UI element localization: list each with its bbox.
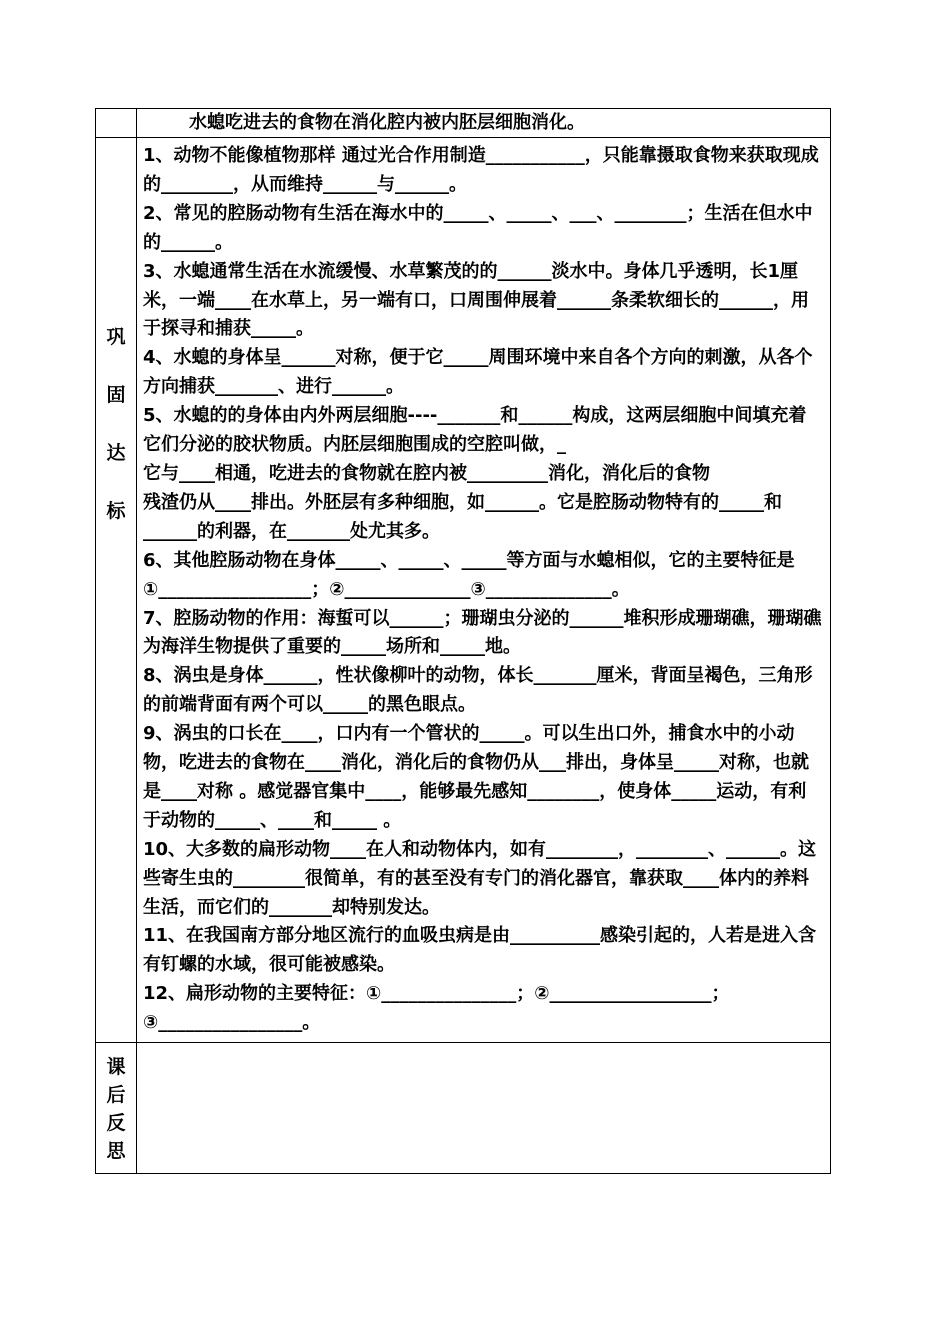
exercise-item: 10、大多数的扁形动物____在人和动物体内，如有________，________、______。这些寄生虫的________很简单，有的甚至没有专门的消化器官，靠获取____体内的养料生活，而它们的_______却特别发达。 [143, 838, 817, 918]
section-label-char: 固 [106, 384, 126, 406]
section-label-char: 达 [106, 442, 126, 464]
exercise-item: 11、在我国南方部分地区流行的血吸虫病是由__________感染引起的，人若是进入含有钉螺的水域，很可能被感染。 [143, 925, 817, 976]
intro-text: 水螅吃进去的食物在消化腔内被内胚层细胞消化。 [189, 112, 585, 133]
section-label [96, 138, 137, 1043]
reflection-label-char: 后 [106, 1084, 126, 1107]
consolidation-row [96, 138, 831, 1043]
exercise-item: 9、涡虫的口长在____，口内有一个管状的_____。可以生出口外，捕食水中的小动物，吃进去的食物在____消化，消化后的食物仍从___排出，身体呈_____对称，也就是____对称 。感觉器官集中____，能够最先感知________，使身体_____运动，有利于动物的_____、____和_____ 。 [143, 723, 809, 831]
exercise-item: 7、腔肠动物的作用：海蜇可以______；珊瑚虫分泌的______堆积形成珊瑚礁，珊瑚礁为海洋生物提供了重要的_____场所和_____地。 [143, 607, 822, 658]
exercise-item: 4、水螅的身体呈______对称，便于它_____周围环境中来自各个方向的刺激，从各个方向捕获_______、进行______。 [143, 347, 813, 398]
intro-row [96, 109, 831, 138]
exercise-item: 6、其他腔肠动物在身体_____、_____、_____等方面与水螅相似，它的主要特征是①_________________；②______________③______________。 [143, 549, 795, 600]
reflection-label-char: 思 [106, 1140, 126, 1163]
exercise-item: 1、动物不能像植物那样 通过光合作用制造___________，只能靠摄取食物来获取现成的________，从而维持______与______。 [143, 145, 819, 195]
exercise-cell [137, 138, 831, 1043]
exercise-item: 2、常见的腔肠动物有生活在海水中的_____、_____、___、________；生活在但水中的______。 [143, 202, 813, 253]
exercise-list [137, 138, 830, 1042]
intro-side-cell [96, 109, 137, 138]
exercise-item: 8、涡虫是身体______，性状像柳叶的动物，体长_______厘米，背面呈褐色，三角形的前端背面有两个可以_____的黑色眼点。 [143, 665, 813, 716]
reflection-label [96, 1043, 137, 1174]
exercise-item: 3、水螅通常生活在水流缓慢、水草繁茂的的______淡水中。身体几乎透明，长1厘米，一端____在水草上，另一端有口，口周围伸展着______条柔软细长的______，用于探寻和捕获_____。 [143, 260, 809, 340]
section-label-char: 巩 [106, 326, 126, 348]
reflection-row [96, 1043, 831, 1174]
section-label-char: 标 [106, 500, 126, 522]
intro-cell [137, 109, 831, 138]
reflection-area[interactable] [137, 1043, 831, 1174]
worksheet-table [95, 108, 831, 1174]
exercise-item: 12、扁形动物的主要特征：①_______________；②__________________；③________________。 [143, 983, 730, 1034]
exercise-item: 5、水螅的的身体由内外两层细胞----_______和______构成，这两层细胞中间填充着它们分泌的胶状物质。内胚层细胞围成的空腔叫做，_ 它与____相通，吃进去的食物就在腔内被_________消化，消化后的食物 残渣仍从____排出。外胚层有多种细胞，如______。它是腔肠动物特有的_____和______的利器，在_______处尤其多。 [143, 405, 807, 542]
reflection-label-char: 反 [106, 1112, 126, 1135]
reflection-label-char: 课 [106, 1056, 126, 1079]
